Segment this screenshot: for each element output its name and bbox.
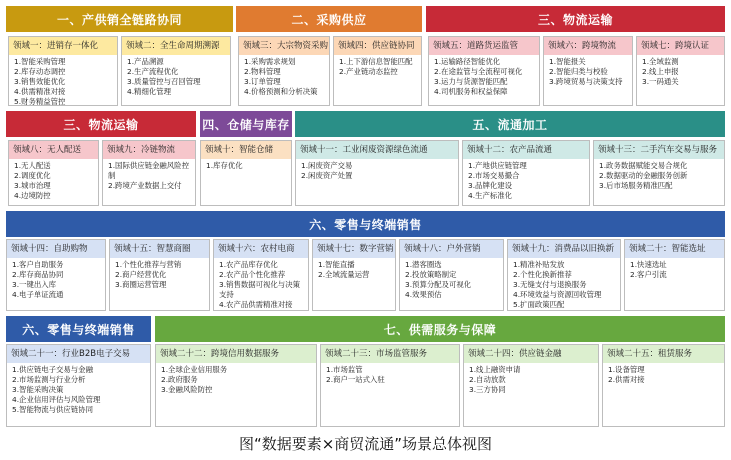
domain-item: 3.智能采购决策 bbox=[12, 385, 64, 394]
domain-card bbox=[602, 344, 725, 427]
section-header: 三、物流运输 bbox=[426, 6, 725, 32]
domain-item: 2.在途监管与全流程可视化 bbox=[434, 67, 523, 76]
domain-items bbox=[110, 258, 209, 290]
domain-item: 2.自动放款 bbox=[469, 375, 506, 384]
domain-item: 1.无人配送 bbox=[14, 161, 51, 170]
domain-items bbox=[9, 159, 98, 201]
domain-item: 2.闲废资产处置 bbox=[301, 171, 353, 180]
domain-title: 领域二：全生命周期溯源 bbox=[122, 37, 230, 55]
domain-title: 领域五：道路货运监管 bbox=[429, 37, 539, 55]
domain-title: 领域六：跨境物流 bbox=[544, 37, 632, 55]
domain-items bbox=[156, 363, 316, 395]
section-logistics-continued bbox=[6, 111, 196, 206]
section-warehousing bbox=[200, 111, 292, 206]
domain-item: 4.环境效益与资源回收管理 bbox=[513, 290, 602, 299]
domain-item: 4.精细化管理 bbox=[127, 87, 172, 96]
domain-title: 领域十九：消费品以旧换新 bbox=[508, 240, 620, 258]
domain-item: 1.闲废资产交易 bbox=[301, 161, 353, 170]
domain-item: 2.客户引流 bbox=[630, 270, 667, 279]
section-retail-continued bbox=[6, 316, 151, 427]
domain-card bbox=[121, 36, 231, 106]
domain-item: 3.一码通关 bbox=[642, 77, 679, 86]
domain-items bbox=[463, 159, 589, 201]
domain-card bbox=[6, 239, 106, 311]
domain-title: 领域二十三：市场监管服务 bbox=[321, 345, 459, 363]
domain-item: 1.市场监管 bbox=[326, 365, 363, 374]
domain-items bbox=[625, 258, 724, 280]
section-header: 四、仓储与库存 bbox=[200, 111, 292, 137]
domain-item: 1.智能报关 bbox=[549, 57, 586, 66]
domain-item: 1.上下游信息智能匹配 bbox=[339, 57, 413, 66]
domain-card bbox=[320, 344, 460, 427]
domain-card bbox=[8, 140, 99, 206]
domain-item: 1.客户自助服务 bbox=[12, 260, 64, 269]
domain-card bbox=[333, 36, 422, 106]
domain-item: 3.一键出入库 bbox=[12, 280, 57, 289]
domain-title: 领域二十：智能选址 bbox=[625, 240, 724, 258]
domain-card bbox=[213, 239, 309, 311]
domain-title: 领域十：智能仓储 bbox=[201, 141, 291, 159]
domain-item: 1.政务数据赋能交易合规化 bbox=[599, 161, 688, 170]
section-supply-chain-coordination bbox=[6, 6, 233, 106]
section-header: 七、供需服务与保障 bbox=[155, 316, 725, 342]
section-services bbox=[155, 316, 725, 427]
domain-items bbox=[313, 258, 395, 280]
domain-item: 2.智能归类与校验 bbox=[549, 67, 608, 76]
domain-items bbox=[7, 363, 150, 415]
domain-items bbox=[603, 363, 724, 385]
domain-item: 4.价格预测和分析决策 bbox=[244, 87, 318, 96]
domain-card bbox=[155, 344, 317, 427]
domain-title: 领域三：大宗物资采购 bbox=[239, 37, 329, 55]
domain-item: 2.投放策略制定 bbox=[405, 270, 457, 279]
domain-item: 3.城市治理 bbox=[14, 181, 51, 190]
domain-items bbox=[400, 258, 503, 300]
domain-item: 1.全域监测 bbox=[642, 57, 679, 66]
domain-item: 3.无缝支付与退换服务 bbox=[513, 280, 587, 289]
domain-title: 领域八：无人配送 bbox=[9, 141, 98, 159]
domain-items bbox=[239, 55, 329, 97]
domain-title: 领域十八：户外营销 bbox=[400, 240, 503, 258]
domain-item: 1.产地供应链管理 bbox=[468, 161, 527, 170]
domain-title: 领域二十五：租赁服务 bbox=[603, 345, 724, 363]
domain-title: 领域四：供应链协同 bbox=[334, 37, 421, 55]
section-header: 五、流通加工 bbox=[295, 111, 725, 137]
domain-title: 领域十一：工业闲废资源绿色流通 bbox=[296, 141, 458, 159]
domain-item: 5.扩面政策匹配 bbox=[513, 300, 565, 309]
section-header: 六、零售与终端销售 bbox=[6, 211, 725, 237]
domain-item: 4.供需精准对接 bbox=[14, 87, 66, 96]
domain-items bbox=[296, 159, 458, 181]
domain-item: 2.生产流程优化 bbox=[127, 67, 179, 76]
domain-items bbox=[508, 258, 620, 310]
domain-items bbox=[321, 363, 459, 385]
domain-title: 领域十七：数字营销 bbox=[313, 240, 395, 258]
domain-item: 2.线上申报 bbox=[642, 67, 679, 76]
domain-item: 2.产业链动态监控 bbox=[339, 67, 398, 76]
domain-item: 5.财务精益管控 bbox=[14, 97, 66, 106]
domain-items bbox=[103, 159, 195, 191]
domain-item: 4.生产标准化 bbox=[468, 191, 513, 200]
domain-card bbox=[102, 140, 196, 206]
domain-item: 1.智能直播 bbox=[318, 260, 355, 269]
domain-items bbox=[122, 55, 230, 97]
domain-card bbox=[636, 36, 725, 106]
domain-item: 4.电子单证流通 bbox=[12, 290, 64, 299]
section-logistics bbox=[426, 6, 725, 106]
domain-item: 2.跨境产业数据上交付 bbox=[108, 181, 182, 190]
section-header: 三、物流运输 bbox=[6, 111, 196, 137]
domain-items bbox=[9, 55, 117, 106]
domain-item: 1.潜客圈选 bbox=[405, 260, 442, 269]
domain-item: 1.供应链电子交易与金融 bbox=[12, 365, 93, 374]
section-header: 二、采购供应 bbox=[236, 6, 422, 32]
domain-title: 领域十二：农产品流通 bbox=[463, 141, 589, 159]
section-header: 一、产供销全链路协同 bbox=[6, 6, 233, 32]
domain-item: 1.采购需求规划 bbox=[244, 57, 296, 66]
domain-item: 3.跨境贸易与决策支持 bbox=[549, 77, 623, 86]
domain-title: 领域十四：自助购物 bbox=[7, 240, 105, 258]
domain-title: 领域十六：农村电商 bbox=[214, 240, 308, 258]
domain-card bbox=[8, 36, 118, 106]
domain-item: 3.三方协同 bbox=[469, 385, 506, 394]
domain-item: 1.精准补贴发放 bbox=[513, 260, 565, 269]
figure-caption: 图“数据要素×商贸流通”场景总体视图 bbox=[238, 435, 493, 453]
domain-items bbox=[214, 258, 308, 310]
domain-card bbox=[624, 239, 725, 311]
domain-item: 1.个性化推荐与营销 bbox=[115, 260, 182, 269]
domain-item: 2.数据驱动的金融服务创新 bbox=[599, 171, 688, 180]
domain-item: 2.物料管理 bbox=[244, 67, 281, 76]
domain-card bbox=[463, 344, 599, 427]
domain-items bbox=[429, 55, 539, 97]
section-header: 六、零售与终端销售 bbox=[6, 316, 151, 342]
domain-item: 2.政府服务 bbox=[161, 375, 198, 384]
domain-item: 2.全域流量运营 bbox=[318, 270, 370, 279]
domain-card bbox=[109, 239, 210, 311]
domain-title: 领域七：跨境认证 bbox=[637, 37, 724, 55]
domain-card bbox=[6, 344, 151, 427]
domain-card bbox=[507, 239, 621, 311]
domain-item: 4.企业信用评估与风险管理 bbox=[12, 395, 101, 404]
domain-title: 领域一：进销存一体化 bbox=[9, 37, 117, 55]
domain-item: 2.商户一站式入驻 bbox=[326, 375, 385, 384]
domain-item: 1.农产品库存优化 bbox=[219, 260, 278, 269]
domain-title: 领域二十二：跨境信用数据服务 bbox=[156, 345, 316, 363]
domain-item: 1.产品溯源 bbox=[127, 57, 164, 66]
domain-title: 领域十五：智慧商圈 bbox=[110, 240, 209, 258]
domain-item: 3.金融风险防控 bbox=[161, 385, 213, 394]
domain-card bbox=[200, 140, 292, 206]
domain-items bbox=[464, 363, 598, 395]
domain-item: 3.预算分配及可视化 bbox=[405, 280, 472, 289]
domain-items bbox=[7, 258, 105, 300]
domain-item: 2.库存动态调控 bbox=[14, 67, 66, 76]
domain-item: 1.库存优化 bbox=[206, 161, 243, 170]
domain-item: 2.商户经营优化 bbox=[115, 270, 167, 279]
domain-item: 1.设备管理 bbox=[608, 365, 645, 374]
domain-item: 5.智能物流与供应链协同 bbox=[12, 405, 93, 414]
domain-items bbox=[201, 159, 291, 171]
domain-item: 1.运输路径智能优化 bbox=[434, 57, 501, 66]
domain-card bbox=[399, 239, 504, 311]
domain-item: 2.市场交易撮合 bbox=[468, 171, 520, 180]
domain-item: 2.农产品个性化推荐 bbox=[219, 270, 286, 279]
domain-item: 3.品牌化建设 bbox=[468, 181, 513, 190]
section-retail bbox=[6, 211, 725, 311]
domain-item: 4.边境防控 bbox=[14, 191, 51, 200]
domain-item: 3.质量管控与召回管理 bbox=[127, 77, 201, 86]
domain-title: 领域二十一：行业B2B电子交易 bbox=[7, 345, 150, 363]
domain-item: 2.个性化换新推荐 bbox=[513, 270, 572, 279]
domain-card bbox=[238, 36, 330, 106]
domain-title: 领域九：冷链物流 bbox=[103, 141, 195, 159]
domain-item: 1.全球企业信用服务 bbox=[161, 365, 228, 374]
domain-item: 3.后市场服务精准匹配 bbox=[599, 181, 673, 190]
domain-item: 3.运力与货源智能匹配 bbox=[434, 77, 508, 86]
domain-item: 4.农产品供需精准对接 bbox=[219, 300, 293, 309]
domain-item: 1.快速选址 bbox=[630, 260, 667, 269]
domain-item: 1.线上融资申请 bbox=[469, 365, 521, 374]
domain-item: 2.调度优化 bbox=[14, 171, 51, 180]
domain-card bbox=[295, 140, 459, 206]
domain-items bbox=[637, 55, 724, 87]
domain-item: 4.效果预估 bbox=[405, 290, 442, 299]
domain-item: 2.供需对接 bbox=[608, 375, 645, 384]
domain-title: 领域十三：二手汽车交易与服务 bbox=[594, 141, 724, 159]
domain-items bbox=[544, 55, 632, 87]
domain-item: 2.库存商品协同 bbox=[12, 270, 64, 279]
domain-item: 1.国际供应链金融风险控制 bbox=[108, 161, 189, 180]
section-processing bbox=[295, 111, 725, 206]
domain-item: 3.销售效能优化 bbox=[14, 77, 66, 86]
domain-card bbox=[462, 140, 590, 206]
domain-item: 3.商圈运营管理 bbox=[115, 280, 167, 289]
domain-item: 3.订单管理 bbox=[244, 77, 281, 86]
domain-card bbox=[593, 140, 725, 206]
domain-title: 领域二十四：供应链金融 bbox=[464, 345, 598, 363]
domain-item: 1.智能采购管理 bbox=[14, 57, 66, 66]
domain-card bbox=[312, 239, 396, 311]
domain-items bbox=[334, 55, 421, 77]
section-procurement bbox=[236, 6, 422, 106]
domain-card bbox=[543, 36, 633, 106]
domain-item: 2.市场监测与行业分析 bbox=[12, 375, 86, 384]
domain-card bbox=[428, 36, 540, 106]
domain-items bbox=[594, 159, 724, 191]
domain-item: 4.司机服务和权益保障 bbox=[434, 87, 508, 96]
domain-item: 3.销售数据可视化与决策支持 bbox=[219, 280, 300, 299]
